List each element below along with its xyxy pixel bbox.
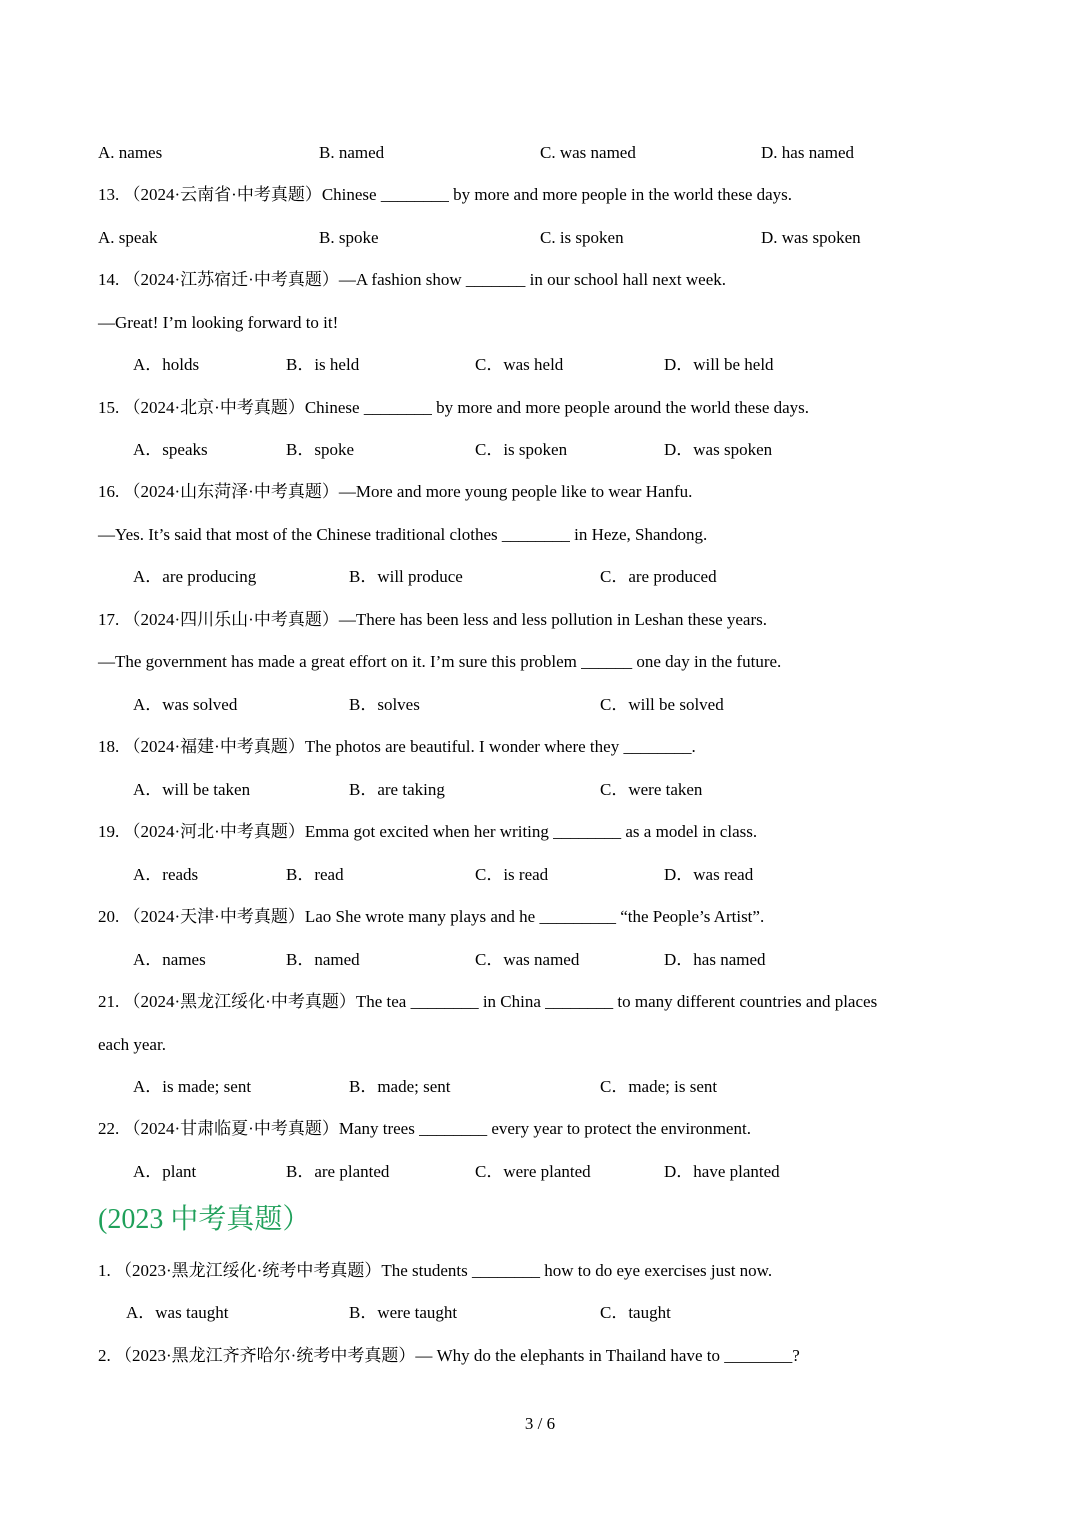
- option-a: A．reads: [133, 865, 199, 884]
- option-d: D．was spoken: [664, 440, 773, 459]
- question-21-stem: 21. （2024·黑龙江绥化·中考真题）The tea ________ in China ________ to many different countries and places: [98, 992, 878, 1011]
- option-a: A．was taught: [126, 1303, 229, 1322]
- option-b: B．solves: [349, 695, 420, 714]
- question-19-stem: 19. （2024·河北·中考真题）Emma got excited when her writing ________ as a model in class.: [98, 822, 758, 841]
- option-a: A．is made; sent: [133, 1077, 252, 1096]
- question-20-stem: 20. （2024·天津·中考真题）Lao She wrote many plays and he _________ “the People’s Artist”.: [98, 907, 765, 926]
- option-a: A．names: [133, 950, 206, 969]
- option-c: C．was named: [475, 950, 580, 969]
- question-13-stem: 13. （2024·云南省·中考真题）Chinese ________ by more and more people in the world these days.: [98, 185, 793, 204]
- option-c: C．were taken: [600, 780, 703, 799]
- option-a: A．plant: [133, 1162, 197, 1181]
- option-c: C．is spoken: [475, 440, 568, 459]
- option-b: B．are planted: [286, 1162, 390, 1181]
- question-17-line2: —The government has made a great effort on it. I’m sure this problem ______ one day in the future.: [98, 652, 782, 671]
- option-b: B. named: [319, 143, 385, 162]
- question-16-line2: —Yes. It’s said that most of the Chinese traditional clothes ________ in Heze, Shandong.: [98, 525, 708, 544]
- option-c: C．made; is sent: [600, 1077, 718, 1096]
- option-c: C. is spoken: [540, 228, 624, 247]
- question-18-stem: 18. （2024·福建·中考真题）The photos are beautiful. I wonder where they ________.: [98, 737, 696, 756]
- option-c: C．will be solved: [600, 695, 724, 714]
- page-number: 3 / 6: [524, 1414, 556, 1433]
- question-21-line2: each year.: [98, 1035, 166, 1054]
- option-b: B. spoke: [319, 228, 379, 247]
- option-b: B．is held: [286, 355, 360, 374]
- question-17-stem: 17. （2024·四川乐山·中考真题）—There has been less and less pollution in Leshan these years.: [98, 610, 768, 629]
- option-a: A. names: [98, 143, 163, 162]
- option-b: B．will produce: [349, 567, 463, 586]
- option-c: C．was held: [475, 355, 564, 374]
- question-15-stem: 15. （2024·北京·中考真题）Chinese ________ by more and more people around the world these days.: [98, 398, 810, 417]
- option-d: D．have planted: [664, 1162, 780, 1181]
- option-b: B．were taught: [349, 1303, 458, 1322]
- option-b: B．named: [286, 950, 360, 969]
- option-b: B．read: [286, 865, 344, 884]
- section-heading-2023: (2023 中考真题）: [98, 1204, 311, 1235]
- option-b: B．are taking: [349, 780, 445, 799]
- option-d: D．will be held: [664, 355, 774, 374]
- option-a: A. speak: [98, 228, 158, 247]
- question-2023-2-stem: 2. （2023·黑龙江齐齐哈尔·统考中考真题）— Why do the elephants in Thailand have to ________?: [98, 1346, 800, 1365]
- option-c: C．are produced: [600, 567, 717, 586]
- option-a: A．will be taken: [133, 780, 251, 799]
- option-a: A．was solved: [133, 695, 238, 714]
- question-14-line2: —Great! I’m looking forward to it!: [98, 313, 339, 332]
- option-a: A．speaks: [133, 440, 208, 459]
- option-a: A．are producing: [133, 567, 257, 586]
- option-c: C．taught: [600, 1303, 671, 1322]
- question-16-stem: 16. （2024·山东菏泽·中考真题）—More and more young people like to wear Hanfu.: [98, 482, 693, 501]
- option-d: D．was read: [664, 865, 754, 884]
- option-b: B．spoke: [286, 440, 354, 459]
- question-2023-1-stem: 1. （2023·黑龙江绥化·统考中考真题）The students ________ how to do eye exercises just now.: [98, 1261, 773, 1280]
- option-d: D. has named: [761, 143, 855, 162]
- option-a: A．holds: [133, 355, 200, 374]
- question-14-stem: 14. （2024·江苏宿迁·中考真题）—A fashion show _______ in our school hall next week.: [98, 270, 726, 289]
- question-22-stem: 22. （2024·甘肃临夏·中考真题）Many trees ________ every year to protect the environment.: [98, 1119, 751, 1138]
- option-d: D. was spoken: [761, 228, 861, 247]
- option-c: C. was named: [540, 143, 636, 162]
- option-c: C．were planted: [475, 1162, 591, 1181]
- option-c: C．is read: [475, 865, 549, 884]
- option-b: B．made; sent: [349, 1077, 451, 1096]
- option-d: D．has named: [664, 950, 766, 969]
